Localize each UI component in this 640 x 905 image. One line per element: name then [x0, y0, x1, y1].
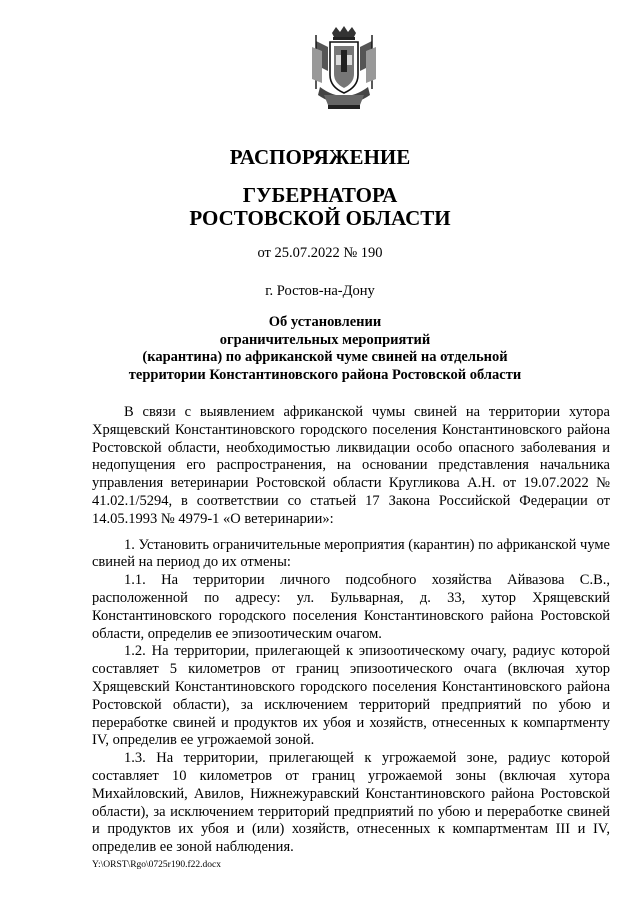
item-1-paragraph: 1. Установить ограничительные мероприятия (карантин) по африканской чуме свиней на период до их отмены:	[92, 536, 610, 571]
coat-of-arms-emblem	[310, 25, 378, 111]
authority-line-2: РОСТОВСКОЙ ОБЛАСТИ	[189, 206, 451, 230]
issue-city: г. Ростов-на-Дону	[265, 283, 375, 299]
subject-line-4: территории Константиновского района Ростовской области	[128, 366, 522, 383]
item-1-2-paragraph: 1.2. На территории, прилегающей к эпизоотическому очагу, радиус которой составляет 5 километров от границ эпизоотического очага (включая хутор Хрящевский Константиновского городского поселения Константиновского района Ростовской области), за исключением территорий предприятий по убою и переработке свиней и продуктов их убоя и хозяйств, отнесенных к компартменту IV, определив ее угрожаемой зоной.	[92, 643, 610, 749]
date-and-number: от 25.07.2022 № 190	[257, 245, 383, 261]
document-body	[92, 404, 610, 857]
document-type-heading: РАСПОРЯЖЕНИЕ	[229, 145, 411, 169]
file-path-footer: Y:\ORST\Rgo\0725r190.f22.docx	[92, 860, 221, 870]
preamble-paragraph: В связи с выявлением африканской чумы свиней на территории хутора Хрящевский Константиновского городского поселения Константиновского района Ростовской области, необходимостью ликвидации особо опасного заболевания и недопущения его распространения, на основании представления начальника управления ветеринарии Ростовской области Кругликова А.Н. от 19.07.2022 № 41.02.1/5294, в соответствии со статьей 17 Закона Российской Федерации от 14.05.1993 № 4979-1 «О ветеринарии»:	[92, 404, 610, 527]
subject-line-2: ограничительных мероприятий	[219, 331, 431, 348]
item-1-3-paragraph: 1.3. На территории, прилегающей к угрожаемой зоне, радиус которой составляет 10 километров от границ угрожаемой зоны (включая хутора Михайловский, Авилов, Нижнежуравский Константиновского района Ростовской области), за исключением территорий предприятий по убою и переработке свиней и продуктов их убоя и (или) хозяйств, отнесенных к компартментам III и IV, определив ее зоной наблюдения.	[92, 750, 610, 856]
subject-line-3: (карантина) по африканской чуме свиней на отдельной	[142, 349, 508, 365]
subject-line-1: Об установлении	[268, 314, 382, 330]
authority-line-1: ГУБЕРНАТОРА	[242, 183, 398, 207]
item-1-1-paragraph: 1.1. На территории личного подсобного хозяйства Айвазова С.В., расположенной по адресу: ул. Бульварная, д. 33, хутор Хрящевский Константиновского городского поселения Константиновского района Ростовской области, определив ее эпизоотическим очагом.	[92, 572, 610, 642]
